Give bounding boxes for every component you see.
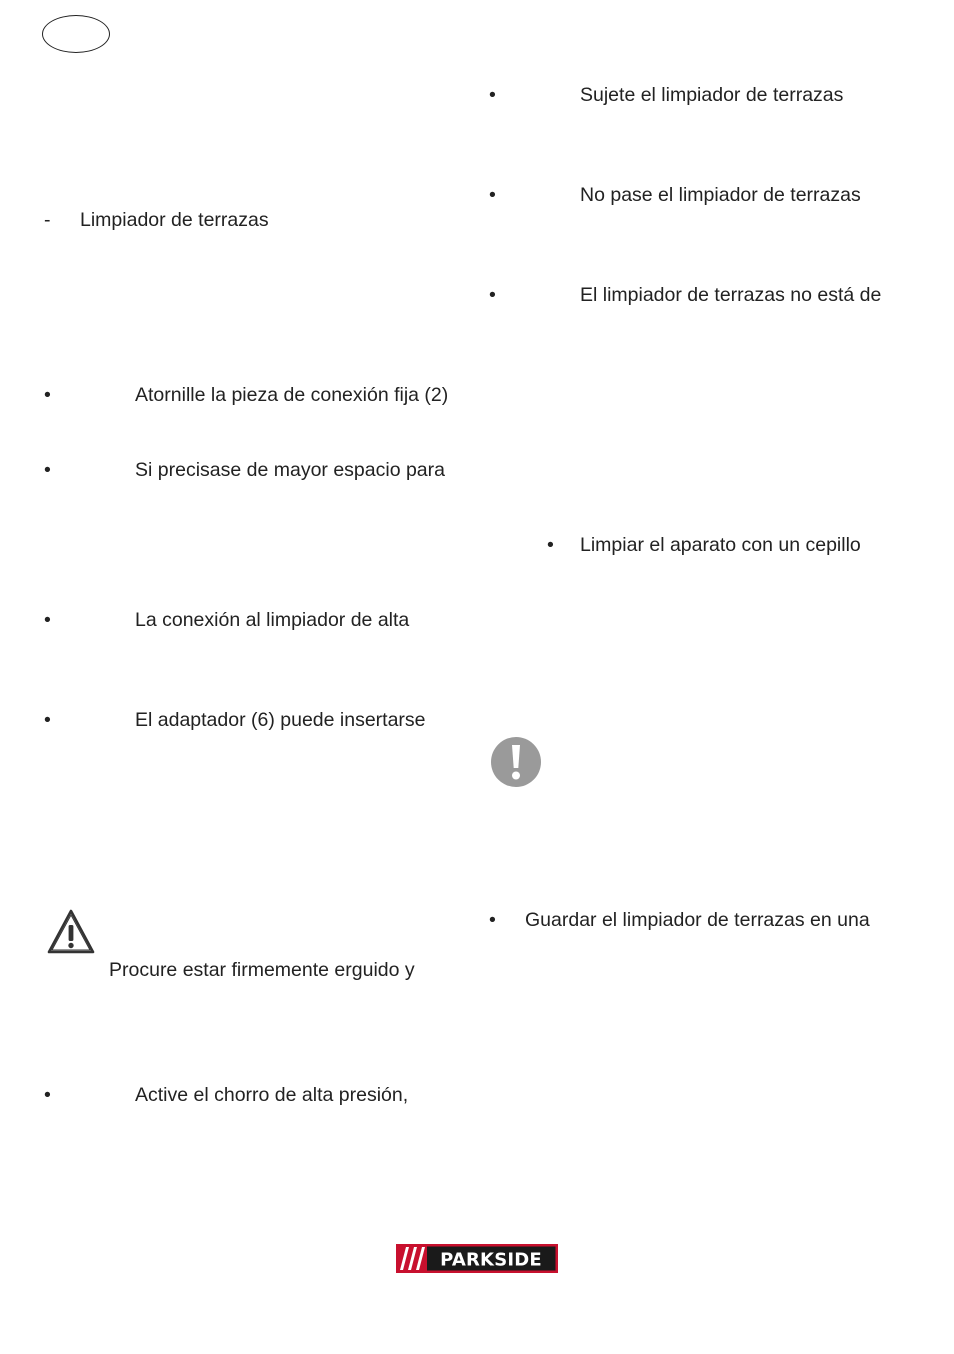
- exclamation-circle-icon: [490, 736, 542, 788]
- bullet-text: La conexión al limpiador de alta: [135, 609, 410, 631]
- bullet-marker: •: [547, 534, 554, 556]
- bullet-text: No pase el limpiador de terrazas: [580, 184, 861, 206]
- dash-item-text: Limpiador de terrazas: [80, 209, 269, 231]
- bullet-text: Active el chorro de alta presión,: [135, 1084, 409, 1106]
- bullet-text: Sujete el limpiador de terrazas: [580, 84, 844, 106]
- logo-text: PARKSIDE: [440, 1249, 542, 1271]
- language-oval-icon: [42, 15, 110, 53]
- bullet-marker: •: [44, 609, 51, 631]
- bullet-text: Limpiar el aparato con un cepillo: [580, 534, 861, 556]
- bullet-marker: •: [489, 84, 496, 106]
- bullet-text: Atornille la pieza de conexión fija (2): [135, 384, 449, 406]
- bullet-marker: •: [489, 184, 496, 206]
- dash-marker: -: [44, 209, 51, 231]
- bullet-marker: •: [44, 1084, 51, 1106]
- bullet-text: Si precisase de mayor espacio para: [135, 459, 445, 481]
- bullet-text: Guardar el limpiador de terrazas en una: [525, 909, 870, 931]
- warning-triangle-icon: [46, 908, 96, 956]
- bullet-marker: •: [44, 384, 51, 406]
- bullet-text: El limpiador de terrazas no está de: [580, 284, 882, 306]
- bullet-marker: •: [489, 909, 496, 931]
- parkside-logo: [396, 1244, 558, 1273]
- warning-text: Procure estar firmemente erguido y: [109, 959, 415, 981]
- bullet-marker: •: [489, 284, 496, 306]
- bullet-text: El adaptador (6) puede insertarse: [135, 709, 426, 731]
- bullet-marker: •: [44, 459, 51, 481]
- bullet-marker: •: [44, 709, 51, 731]
